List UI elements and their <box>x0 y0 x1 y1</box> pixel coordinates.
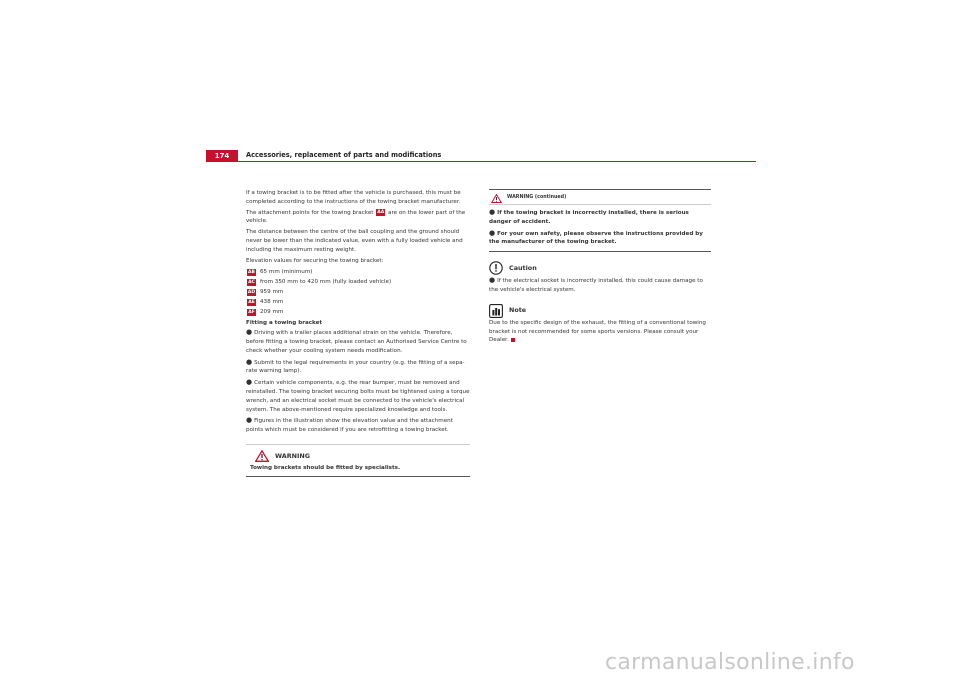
bullet-item: ● If the electrical socket is incorrectly installed, this could cause damage to the vehicle's electrical system. <box>489 276 703 293</box>
note-text: Due to the specific design of the exhaust, the fitting of a conventional towing bracket is not recommended for some sports versions. Please consult your Dealer. <box>489 319 706 344</box>
warning-box <box>246 444 470 477</box>
end-marker-icon <box>511 338 515 342</box>
distance-paragraph: The distance between the centre of the ball coupling and the ground should never be lower than the indicated value, even with a fully loaded vehicle and including the maximum resting weight. <box>246 229 463 253</box>
warning-text: Towing brackets should be fitted by specialists. <box>250 464 401 471</box>
bullet-item: ● Figures in the illustration show the elevation value and the attachment points which must be considered if you are retrofitting a towing bracket. <box>246 416 453 434</box>
note-info-icon <box>489 304 503 318</box>
note-title: Note <box>509 306 527 315</box>
left-column <box>246 189 470 477</box>
bullet-item: ● Driving with a trailer places additional strain on the vehicle. Therefore, before fitting a towing bracket, please contact an Authorised Service Centre to check whether your cooling system needs modification. <box>246 328 467 354</box>
warning-triangle-icon <box>491 194 502 203</box>
bullet-item: ● For your own safety, please observe the instructions provided by the manufacturer of the towing bracket. <box>489 228 703 246</box>
elevation-intro: Elevation values for securing the towing bracket: <box>246 257 384 264</box>
warning-continued-title: WARNING (continued) <box>507 194 567 200</box>
header-rule <box>206 161 756 162</box>
callout-ad: AD <box>247 289 256 295</box>
bullet-item: ● If the towing bracket is incorrectly installed, there is serious danger of accident. <box>489 208 689 225</box>
watermark: carmanualsonline.info <box>605 650 855 675</box>
warning-continued-box <box>489 189 711 252</box>
right-column <box>489 189 711 347</box>
page-number: 174 <box>206 150 238 162</box>
bullet-icon: ● <box>246 357 253 366</box>
caution-heading <box>489 260 711 276</box>
caution-exclamation-icon <box>489 261 503 275</box>
elevation-item: AE 438 mm <box>248 298 284 305</box>
attachment-paragraph: The attachment points for the towing bracket AA are on the lower part of the vehicle. <box>246 209 466 225</box>
header-title: Accessories, replacement of parts and modifications <box>246 151 442 159</box>
callout-aa: AA <box>377 209 385 215</box>
bullet-icon: ● <box>246 328 253 337</box>
warning-triangle-icon <box>255 450 269 462</box>
bullet-icon: ● <box>489 208 496 216</box>
bullet-icon: ● <box>246 378 253 387</box>
elevation-item: AF 209 mm <box>248 308 284 315</box>
bullet-item: ● Certain vehicle components, e.g. the rear bumper, must be removed and reinstalled. The towing bracket securing bolts must be tightened using a torque wrench, and an electrical socket must be connected to the vehicle's electrical system. The above-mentioned require specialized knowledge and tools. <box>246 378 470 413</box>
elevation-item: AC from 350 mm to 420 mm (fully loaded vehicle) <box>248 278 392 285</box>
warning-title: WARNING <box>275 451 310 460</box>
callout-ac: AC <box>248 279 255 285</box>
bullet-item: ● Submit to the legal requirements in your country (e.g. the fitting of a sepa-rate warning lamp). <box>246 357 465 375</box>
caution-title: Caution <box>509 263 537 272</box>
note-heading <box>489 303 711 319</box>
elevation-item: AD 959 mm <box>247 288 284 295</box>
bullet-icon: ● <box>246 416 253 425</box>
bullet-icon: ● <box>489 228 496 237</box>
fitting-subheading: Fitting a towing bracket <box>246 320 323 327</box>
intro-paragraph: If a towing bracket is to be fitted after the vehicle is purchased, this must be completed according to the instructions of the towing bracket manufacturer. <box>246 190 461 205</box>
page-header <box>206 150 756 162</box>
callout-af: AF <box>248 309 255 315</box>
elevation-list <box>246 267 470 317</box>
bullet-icon: ● <box>489 276 496 285</box>
callout-ab: AB <box>248 269 255 275</box>
callout-ae: AE <box>248 299 255 305</box>
elevation-item: AB 65 mm (minimum) <box>248 268 313 275</box>
